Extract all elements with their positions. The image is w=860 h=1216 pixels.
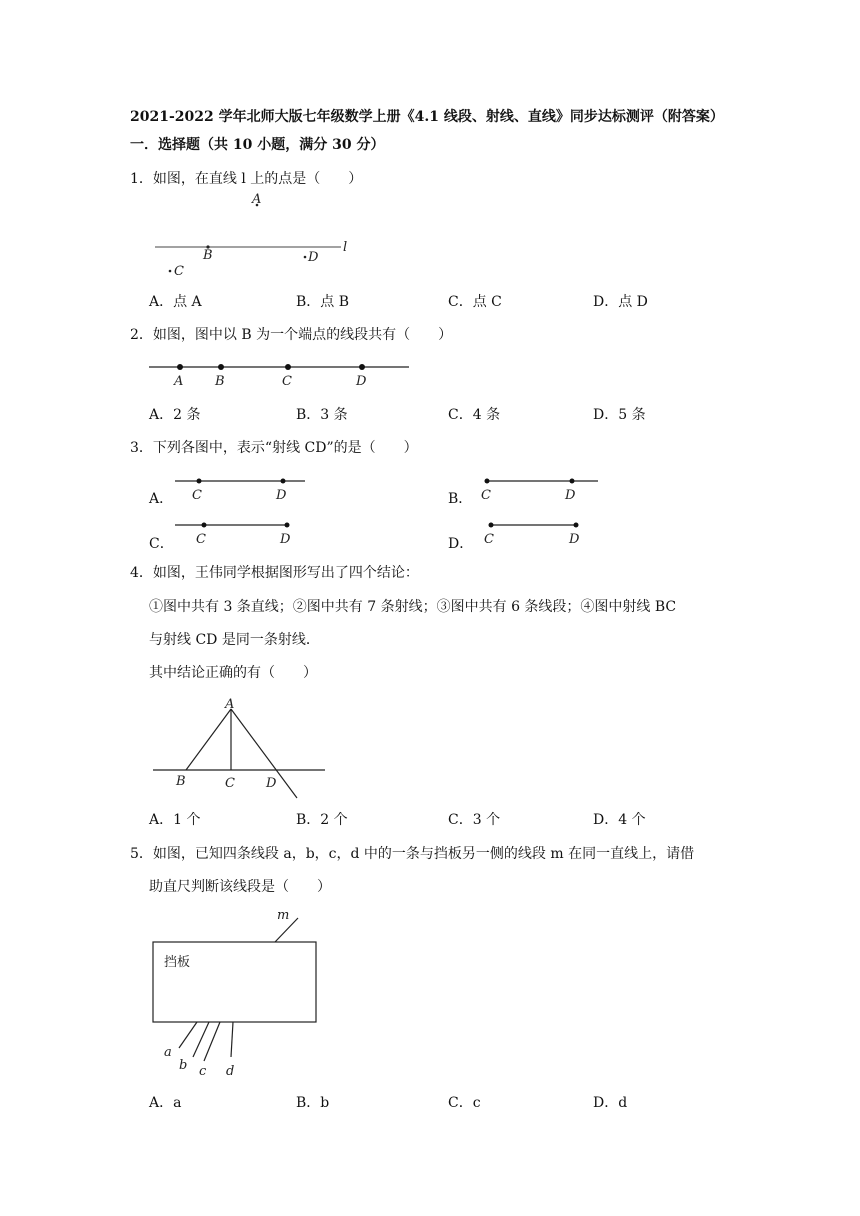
q3c-label-d: D [280, 532, 291, 547]
q5-label-b: b [179, 1058, 188, 1073]
q2-option-d: D．5 条 [593, 407, 646, 423]
q3-figure-a [170, 472, 310, 507]
q5-label-c: c [199, 1064, 207, 1079]
q3-option-a: A． [149, 491, 174, 507]
document-title: 2021-2022 学年北师大版七年级数学上册《4.1 线段、射线、直线》同步达标测评（附答案） [130, 109, 724, 125]
q4-label-d: D [266, 776, 277, 791]
q2-label-d: D [356, 374, 367, 389]
question-1-stem: 1．如图，在直线 l 上的点是（ ） [130, 171, 363, 187]
q4-label-b: B [176, 774, 186, 789]
question-3-stem: 3．下列各图中，表示“射线 CD”的是（ ） [130, 440, 418, 456]
q5-option-a: A．a [149, 1095, 182, 1111]
q2-option-a: A．2 条 [149, 407, 201, 423]
question-5-stem: 5．如图，已知四条线段 a，b，c，d 中的一条与挡板另一侧的线段 m 在同一直线上，请借 [130, 846, 695, 862]
q3d-label-c: C [484, 532, 494, 547]
q3b-label-c: C [481, 488, 491, 503]
q2-option-b: B．3 条 [296, 407, 348, 423]
q3-option-d: D． [448, 536, 474, 552]
q5-label-d: d [226, 1064, 235, 1079]
q1-label-c: C [174, 264, 184, 279]
question-2-figure [145, 355, 415, 390]
q3-figure-d [478, 515, 598, 550]
q1-option-a: A．点 A [149, 294, 202, 310]
q3d-label-d: D [569, 532, 580, 547]
q4-statements-line-2: 与射线 CD 是同一条射线． [149, 632, 320, 648]
q3b-label-d: D [565, 488, 576, 503]
q3a-label-d: D [276, 488, 287, 503]
q1-option-b: B．点 B [296, 294, 350, 310]
board-label: 挡板 [164, 955, 191, 970]
q5-option-c: C．c [448, 1095, 481, 1111]
q5-label-m: m [277, 908, 290, 923]
q5-label-a: a [164, 1045, 172, 1060]
q3-figure-b [478, 472, 608, 507]
q5-option-d: D．d [593, 1095, 628, 1111]
q4-option-b: B．2 个 [296, 812, 348, 828]
question-5-figure [140, 905, 340, 1085]
q1-label-l: l [343, 240, 348, 255]
q1-label-a: A [252, 192, 262, 207]
q1-label-d: D [308, 250, 319, 265]
q4-option-a: A．1 个 [149, 812, 201, 828]
question-5-stem-line-2: 助直尺判断该线段是（ ） [149, 879, 331, 895]
q2-label-c: C [282, 374, 292, 389]
q2-label-b: B [215, 374, 225, 389]
q5-option-b: B．b [296, 1095, 330, 1111]
q3c-label-c: C [196, 532, 206, 547]
q1-label-b: B [203, 248, 213, 263]
question-2-stem: 2．如图，图中以 B 为一个端点的线段共有（ ） [130, 327, 453, 343]
q4-label-a: A [225, 697, 235, 712]
q4-option-d: D．4 个 [593, 812, 646, 828]
q3-option-b: B． [448, 491, 473, 507]
q1-option-d: D．点 D [593, 294, 648, 310]
q4-statements-line-1: ①图中共有 3 条直线；②图中共有 7 条射线；③图中共有 6 条线段；④图中射线 BC [149, 599, 677, 615]
q2-option-c: C．4 条 [448, 407, 501, 423]
q4-option-c: C．3 个 [448, 812, 501, 828]
question-4-stem: 4．如图，王伟同学根据图形写出了四个结论： [130, 565, 419, 581]
q3-option-c: C． [149, 536, 174, 552]
q1-option-c: C．点 C [448, 294, 502, 310]
question-4-figure [150, 695, 330, 800]
question-1-figure [145, 192, 365, 285]
q4-label-c: C [225, 776, 235, 791]
q3a-label-c: C [192, 488, 202, 503]
q4-question-line: 其中结论正确的有（ ） [149, 665, 317, 681]
q3-figure-c [170, 515, 300, 550]
q2-label-a: A [174, 374, 184, 389]
section-heading: 一．选择题（共 10 小题，满分 30 分） [130, 137, 385, 153]
